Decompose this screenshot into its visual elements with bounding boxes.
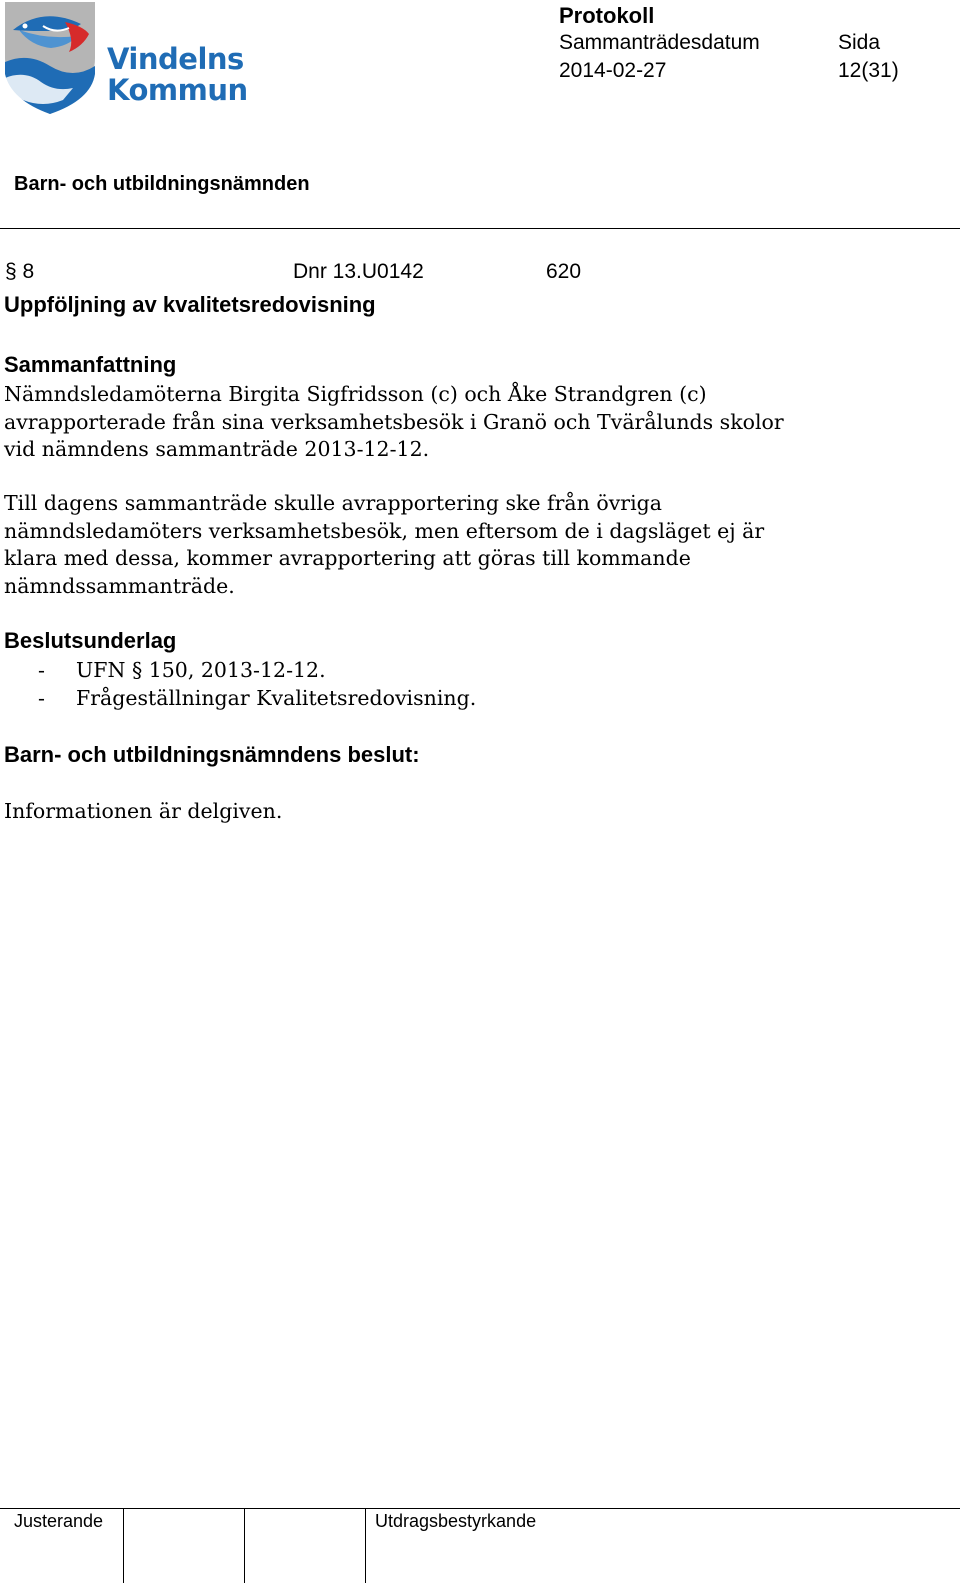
- committee-name: Barn- och utbildningsnämnden: [14, 173, 310, 195]
- municipality-logo: [3, 0, 248, 118]
- page-label: Sida: [838, 31, 881, 54]
- paragraph-number: § 8: [5, 260, 35, 283]
- decision-text: Informationen är delgiven.: [4, 799, 283, 823]
- meeting-date-label: Sammanträdesdatum: [559, 31, 760, 54]
- document-type: Protokoll: [559, 3, 655, 28]
- list-dash: -: [38, 685, 45, 710]
- archive-code: 620: [546, 260, 582, 283]
- paragraph-reference: [5, 260, 705, 290]
- basis-heading: Beslutsunderlag: [4, 628, 177, 653]
- signature-cell-divider: [244, 1509, 245, 1583]
- summary-paragraph-1: Nämndsledamöterna Birgita Sigfridsson (c) och Åke Strandgren (c) avrapporterade från sina verksamhetsbesök i Granö och Tvärålunds skolor vid nämndens sammanträde 2013-12-12.: [4, 382, 784, 461]
- list-dash: -: [38, 658, 45, 682]
- salmon-shield-logo-icon: [3, 0, 103, 118]
- adjuster-label: Justerande: [14, 1511, 104, 1531]
- signature-table: [0, 1508, 960, 1583]
- diary-number: Dnr 13.U0142: [293, 260, 424, 283]
- list-item-text: UFN § 150, 2013-12-12.: [76, 658, 326, 682]
- logo-wordmark: [107, 44, 248, 106]
- extract-certification-label: Utdragsbestyrkande: [375, 1511, 537, 1531]
- summary-paragraph-2: Till dagens sammanträde skulle avrapportering ske från övriga nämndsledamöters verksamhetsbesök, men eftersom de i dagsläget ej är klara med dessa, kommer avrapportering att göras till kommande nämndssammanträde.: [4, 491, 765, 598]
- signature-cell-divider: [365, 1509, 366, 1583]
- page-number: 12(31): [838, 59, 899, 82]
- paragraph-title: Uppföljning av kvalitetsredovisning: [4, 292, 376, 317]
- summary-heading: Sammanfattning: [4, 352, 177, 377]
- list-item-text: Frågeställningar Kvalitetsredovisning.: [76, 685, 477, 710]
- decision-heading: Barn- och utbildningsnämndens beslut:: [4, 742, 420, 767]
- meeting-date-value: 2014-02-27: [559, 59, 667, 82]
- logo-line-2: Kommun: [107, 73, 248, 107]
- signature-cell-divider: [123, 1509, 124, 1583]
- logo-line-1: Vindelns: [107, 42, 244, 76]
- header-divider: [0, 228, 960, 229]
